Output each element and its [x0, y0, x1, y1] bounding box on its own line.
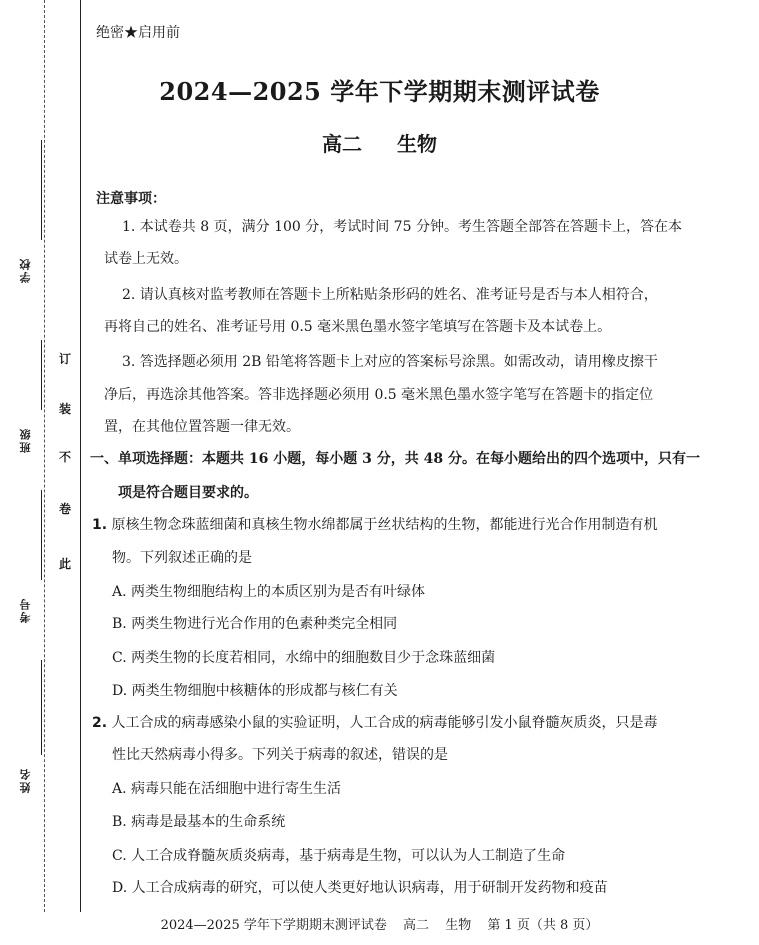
question-2-stem-line2: 性比天然病毒小得多。下列关于病毒的叙述，错误的是: [112, 747, 448, 763]
question-2-option-a: A. 病毒只能在活细胞中进行寄生生活: [112, 781, 342, 797]
class-field: [14, 340, 42, 460]
footer-subject: 生物: [445, 918, 472, 933]
footer-page-number: 第 1 页（共 8 页）: [487, 918, 599, 933]
exam-number-label: 考号: [19, 597, 32, 623]
name-field: [14, 660, 42, 800]
question-1-option-c: C. 两类生物的长度若相同，水绵中的细胞数目少于念珠蓝细菌: [112, 650, 496, 666]
question-1-option-a: A. 两类生物细胞结构上的本质区别为是否有叶绿体: [112, 584, 426, 600]
class-label: 班级: [19, 427, 32, 453]
exam-title: 2024—2025 学年下学期期末测评试卷: [159, 77, 600, 106]
notice-item-1-line1: 1. 本试卷共 8 页，满分 100 分，考试时间 75 分钟。考生答题全部答在答题卡上，答在本: [122, 219, 682, 235]
exam-number-field: [14, 490, 42, 630]
seal-char: 卷: [58, 502, 71, 516]
exam-subtitle: [0, 128, 759, 157]
notice-item-3-line1: 3. 答选择题必须用 2B 铅笔将答题卡上对应的答案标号涂黑。如需改动，请用橡皮擦干: [122, 354, 658, 370]
seal-char: 此: [58, 557, 71, 571]
question-2-option-b: B. 病毒是最基本的生命系统: [112, 814, 286, 830]
seal-char: 订: [58, 352, 71, 366]
question-1-option-d: D. 两类生物细胞中核糖体的形成都与核仁有关: [112, 683, 398, 699]
question-2-option-c: C. 人工合成脊髓灰质炎病毒，基于病毒是生物，可以认为人工制造了生命: [112, 848, 566, 864]
grade-label: 高二: [322, 132, 363, 156]
question-1-option-b: B. 两类生物进行光合作用的色素种类完全相同: [112, 616, 398, 632]
subject-label: 生物: [396, 132, 437, 156]
question-2-option-d: D. 人工合成病毒的研究，可以使人类更好地认识病毒，用于研制开发药物和疫苗: [112, 880, 608, 896]
seal-char: 装: [58, 402, 71, 416]
question-number: 2.: [92, 715, 108, 731]
school-label: 学校: [19, 257, 32, 283]
notice-heading: 注意事项：: [96, 191, 166, 207]
notice-item-1-line2: 试卷上无效。: [104, 251, 188, 267]
question-number: 1.: [92, 517, 108, 533]
question-2-stem-line1: 2. 人工合成的病毒感染小鼠的实验证明，人工合成的病毒能够引发小鼠脊髓灰质炎，只是毒: [92, 715, 658, 731]
footer-exam-title: 2024—2025 学年下学期期末测评试卷: [160, 918, 387, 933]
section-heading-line1: 一、单项选择题：本题共 16 小题，每小题 3 分，共 48 分。在每小题给出的四个选项中，只有一: [90, 451, 700, 467]
notice-item-2-line2: 再将自己的姓名、准考证号用 0.5 毫米黑色墨水签字笔填写在答题卡及本试卷上。: [104, 319, 612, 335]
question-1-stem-line2: 物。下列叙述正确的是: [112, 550, 252, 566]
notice-item-2-line1: 2. 请认真核对监考教师在答题卡上所粘贴条形码的姓名、准考证号是否与本人相符合，: [122, 287, 658, 303]
notice-item-3-line3: 置，在其他位置答题一律无效。: [104, 419, 300, 435]
notice-item-3-line2: 净后，再选涂其他答案。答非选择题必须用 0.5 毫米黑色墨水签字笔写在答题卡的指定位: [104, 387, 654, 403]
section-heading-line2: 项是符合题目要求的。: [118, 485, 258, 501]
name-label: 姓名: [19, 767, 32, 793]
school-field: [14, 140, 42, 300]
confidential-mark: 绝密★启用前: [96, 25, 180, 41]
seal-char: 不: [58, 450, 71, 464]
footer-grade: 高二: [403, 918, 430, 933]
question-1-stem-line1: 1. 原核生物念珠蓝细菌和真核生物水绵都属于丝状结构的生物，都能进行光合作用制造有机: [92, 517, 658, 533]
page-footer: [0, 914, 759, 933]
